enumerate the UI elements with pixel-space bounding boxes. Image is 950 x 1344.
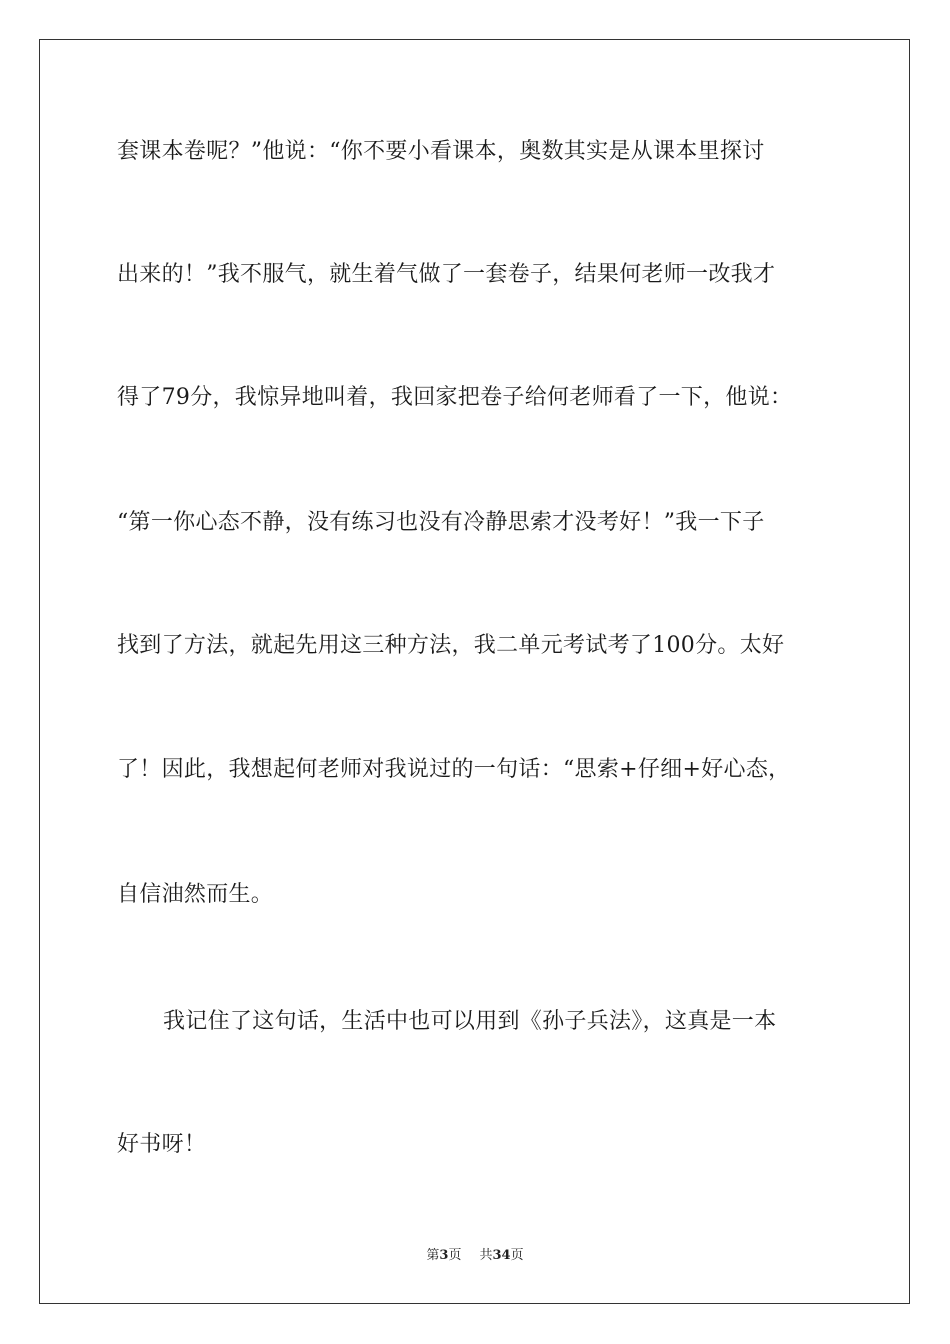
text-line-5: 找到了方法，就起先用这三种方法，我二单元考试考了100分。太好 <box>117 633 785 658</box>
footer-page-suffix: 页 <box>448 1248 462 1263</box>
footer-total-pages: 34 <box>492 1248 511 1263</box>
text-line-1: 套课本卷呢？”他说：“你不要小看课本，奥数其实是从课本里探讨 <box>117 139 765 164</box>
footer-total-prefix: 共 <box>479 1248 493 1263</box>
page-border <box>39 39 910 1304</box>
text-line-2: 出来的！”我不服气，就生着气做了一套卷子，结果何老师一改我才 <box>117 262 776 287</box>
text-line-3: 得了79分，我惊异地叫着，我回家把卷子给何老师看了一下，他说： <box>117 385 793 410</box>
footer-total-suffix: 页 <box>510 1248 524 1263</box>
text-line-8-paragraph-start: 我记住了这句话，生活中也可以用到《孙子兵法》，这真是一本 <box>163 1009 777 1034</box>
footer-page-number: 3 <box>439 1248 449 1263</box>
text-line-9: 好书呀！ <box>117 1132 207 1157</box>
text-line-4: “第一你心态不静，没有练习也没有冷静思索才没考好！”我一下子 <box>117 510 765 535</box>
text-line-6: 了！因此，我想起何老师对我说过的一句话：“思索+仔细+好心态， <box>117 757 791 782</box>
text-line-7: 自信油然而生。 <box>117 882 274 907</box>
footer-page-prefix: 第 <box>426 1248 440 1263</box>
page-footer <box>0 1247 950 1265</box>
